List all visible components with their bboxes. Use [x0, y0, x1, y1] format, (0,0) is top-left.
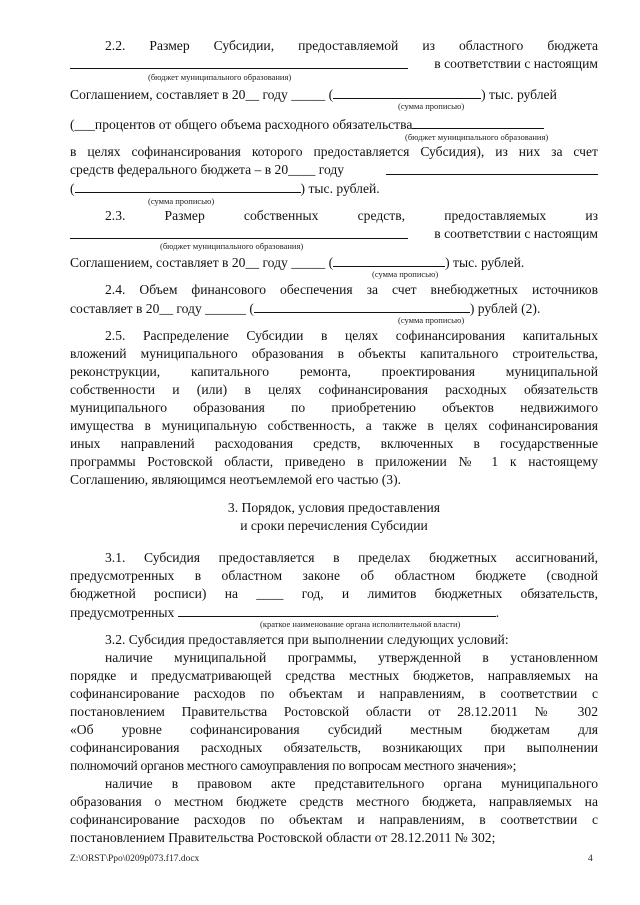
footer-file-path: Z:\ORST\Ppo\0209p073.f17.docx: [70, 854, 200, 864]
blank-budget-field: [70, 56, 408, 69]
note-budget: (бюджет муниципального образования): [148, 72, 292, 82]
blank-budget-field-3: [70, 226, 408, 239]
s22-line3-a: Соглашением, составляет в 20__ году _____ (: [70, 87, 334, 102]
p31-line-0: 3.1. Субсидия предоставляется в пределах бюджетных ассигнований,: [105, 550, 598, 565]
s25-line-3: собственности и (или) в целях софинансирования расходных обязательств: [70, 382, 598, 397]
s25-line-5: имущества в муниципальную собственность, а также в целях софинансирования: [70, 418, 598, 433]
blank-federal-amount: [386, 162, 598, 175]
note-sum-4: (сумма прописью): [398, 315, 465, 325]
cond2-line-2: софинансирование расходов по объектам и направлениям, в соответствии с: [70, 812, 598, 827]
s22-line7: [70, 180, 598, 197]
s23-line3-b: ) тыс. рублей.: [445, 255, 525, 270]
s25-line-6: иных направлений расходования средств, включенных в государственные: [70, 436, 598, 451]
s23-line2-text: в соответствии с настоящим: [434, 226, 598, 241]
blank-sum: [333, 86, 481, 99]
blank-sum-4: [254, 300, 470, 313]
s22-line7-b: ) тыс. рублей.: [300, 181, 380, 196]
cond1-line-0: наличие муниципальной программы, утвержденной в установленном: [105, 650, 598, 665]
open-paren: (: [70, 181, 75, 196]
s22-line1: 2.2. Размер Субсидии, предоставляемой из областного бюджета: [105, 38, 598, 53]
note-sum-2: (сумма прописью): [148, 196, 215, 206]
note-budget-2: (бюджет муниципального образования): [405, 132, 549, 142]
p31-line-2: бюджетной росписи) на ____ год, и лимитов бюджетных обязательств,: [70, 586, 598, 601]
footer-page-number: 4: [588, 854, 593, 864]
s22-line5: в целях софинансирования которого предоставляется Субсидия), из них за счет: [70, 144, 598, 159]
s22-line6-text: средств федерального бюджета – в 20____ году: [70, 162, 345, 177]
cond2-line-0: наличие в правовом акте представительного органа муниципального: [105, 776, 598, 791]
s22-line4-text: (___процентов от общего объема расходного обязательства: [70, 117, 413, 132]
s25-line-0: 2.5. Распределение Субсидии в целях софинансирования капитальных: [105, 328, 598, 343]
s25-line-1: вложений муниципального образования в объекты капитального строительства,: [70, 346, 598, 361]
s22-line3-b: ) тыс. рублей: [481, 87, 557, 102]
s24-line2-a: составляет в 20__ году ______ (: [70, 301, 254, 316]
blank-org-name: [178, 604, 496, 617]
s22-line6: [70, 162, 598, 178]
blank-sum-3: [333, 254, 445, 267]
cond1-line-5: софинансирования расходных обязательств, возникающих при выполнении: [70, 740, 598, 755]
note-sum: (сумма прописью): [398, 101, 465, 111]
cond1-line-4: «Об уровне софинансирования субсидий местным бюджетам для: [70, 722, 598, 737]
s25-line-8: Соглашению, являющимся неотъемлемой его частью (3).: [70, 472, 402, 487]
blank-sum-2: [75, 180, 301, 193]
cond1-line-1: порядке и предусматривающей средства местных бюджетов, направляемых на: [70, 668, 598, 683]
cond1-line-2: софинансирование расходов по объектам и направлениям, в соответствии с: [70, 686, 598, 701]
s22-line2-text: в соответствии с настоящим: [434, 56, 598, 71]
blank-budget-field-2: [412, 116, 544, 129]
s24-line1: 2.4. Объем финансового обеспечения за счет внебюджетных источников: [105, 282, 598, 297]
s23-line1: 2.3. Размер собственных средств, предоставляемых из: [105, 208, 598, 223]
cond2-last: постановлением Правительства Ростовской области от 28.12.2011 № 302;: [70, 830, 496, 845]
note-sum-3: (сумма прописью): [372, 269, 439, 279]
s25-line-2: реконструкции, капитального ремонта, проектирования муниципальной: [70, 364, 598, 379]
cond1-line-3: постановлением Правительства Ростовской области от 28.12.2011 № 302: [70, 704, 598, 719]
p32-line: 3.2. Субсидия предоставляется при выполнении следующих условий:: [105, 632, 509, 647]
cond1-last: полномочий органов местного самоуправления по вопросам местного значения»;: [70, 758, 517, 773]
s25-line-4: муниципального образования по приобретению объектов недвижимого: [70, 400, 598, 415]
p31-line-1: предусмотренных в областном законе об областном бюджете (сводной: [70, 568, 598, 583]
section-3-heading-1: 3. Порядок, условия предоставления: [227, 500, 441, 515]
s24-line2-b: ) рублей (2).: [469, 301, 541, 316]
s22-line2: [70, 56, 598, 72]
s22-line4: [70, 116, 598, 133]
p31-last-end: .: [495, 605, 500, 620]
note-org: (краткое наименование органа исполнительной власти): [260, 619, 461, 629]
section-3-heading-2: и сроки перечисления Субсидии: [240, 518, 428, 533]
note-budget-3: (бюджет муниципального образования): [160, 241, 304, 251]
p31-last-text: предусмотренных: [70, 605, 175, 620]
s23-line3-a: Соглашением, составляет в 20__ году _____ (: [70, 255, 334, 270]
s25-line-7: программы Ростовской области, приведено в приложении № 1 к настоящему: [70, 454, 598, 469]
s23-line3: [70, 254, 598, 271]
s24-line2: [70, 300, 598, 317]
s22-line3: [70, 86, 598, 103]
cond2-line-1: образования о местном бюджете средств местного бюджета, направляемых на: [70, 794, 598, 809]
s23-line2: [70, 226, 598, 242]
